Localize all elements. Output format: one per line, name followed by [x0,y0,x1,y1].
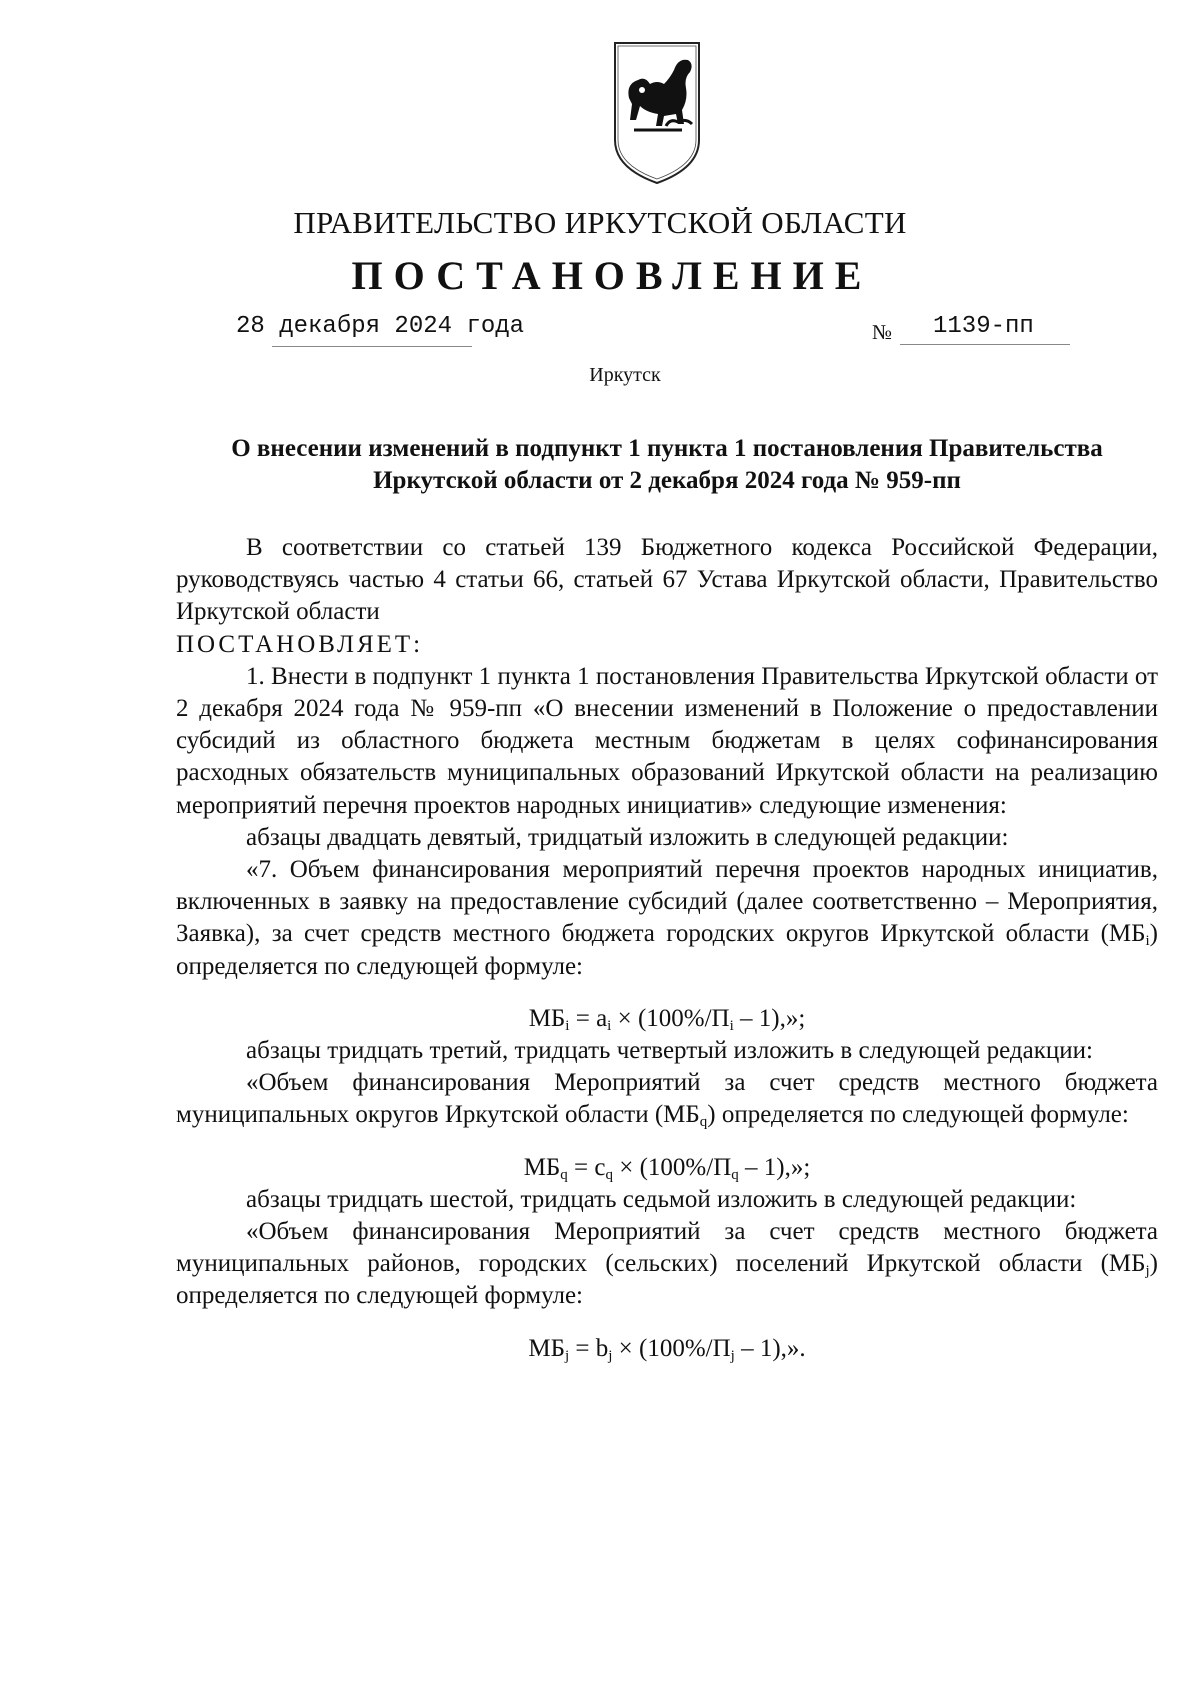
amendment-text-3: «Объем финансирования Мероприятий за счет средств местного бюджета муниципальных районов, городских (сельских) поселений Иркутской области $(МБ_j)$ определяется по следующей формуле: [176,1218,1158,1310]
document-body [176,532,1158,1365]
number-underline [900,344,1070,345]
document-number: 1139-пп [933,313,1034,340]
amendment-text-2: «Объем финансирования Мероприятий за счет средств местного бюджета муниципальных округов Иркутской области $(МБ_q)$ определяется по следующей формуле: [176,1069,1158,1131]
number-label: № [872,320,893,344]
formula-3: $МБ_j = b_j \times (100\%/П_j - 1)$,». [528,1334,806,1364]
item-1-paragraph: 1. Внести в подпункт 1 пункта 1 постановления Правительства Иркутской области от 2 декабря 2024 года № 959-пп «О внесении изменений в Положение о предоставлении субсидий из областного бюджета местным бюджетам в целях софинансирования расходных обязательств муниципальных образований Иркутской области на реализацию мероприятий перечня проектов народных инициатив» следующие изменения: [176,662,1158,819]
formula-1: $МБ_i = a_i \times (100\%/П_i - 1)$,»; [528,1004,806,1034]
date-underline [272,346,472,347]
city-name: Иркутск [589,364,661,386]
amendment-intro-1: абзацы двадцать девятый, тридцатый изложить в следующей редакции: [246,823,1009,851]
amendment-text-1: «7. Объем финансирования мероприятий перечня проектов народных инициатив, включенных в заявку на предоставление субсидий (далее соответственно – Мероприятия, Заявка), за счет средств местного бюджета городских округов Иркутской области $(МБ_i)$ определяется по следующей формуле: [176,856,1158,980]
coat-of-arms-icon [612,40,702,186]
resolves-heading: ПОСТАНОВЛЯЕТ: [176,630,424,658]
document-title: О внесении изменений в подпункт 1 пункта 1 постановления Правительства Иркутской области от 2 декабря 2024 года № 959-пп [231,435,1103,494]
amendment-intro-2: абзацы тридцать третий, тридцать четвертый изложить в следующей редакции: [246,1037,1093,1065]
preamble-paragraph: В соответствии со статьей 139 Бюджетного кодекса Российской Федерации, руководствуясь частью 4 статьи 66, статьей 67 Устава Иркутской области, Правительство Иркутской области [176,534,1158,626]
organization-name: ПРАВИТЕЛЬСТВО ИРКУТСКОЙ ОБЛАСТИ [293,205,907,240]
formula-2: $МБ_q = c_q \times (100\%/П_q - 1)$,»; [523,1153,811,1183]
document-type: ПОСТАНОВЛЕНИЕ [351,253,873,298]
document-date: 28 декабря 2024 года [236,313,525,340]
amendment-intro-3: абзацы тридцать шестой, тридцать седьмой изложить в следующей редакции: [246,1185,1077,1213]
